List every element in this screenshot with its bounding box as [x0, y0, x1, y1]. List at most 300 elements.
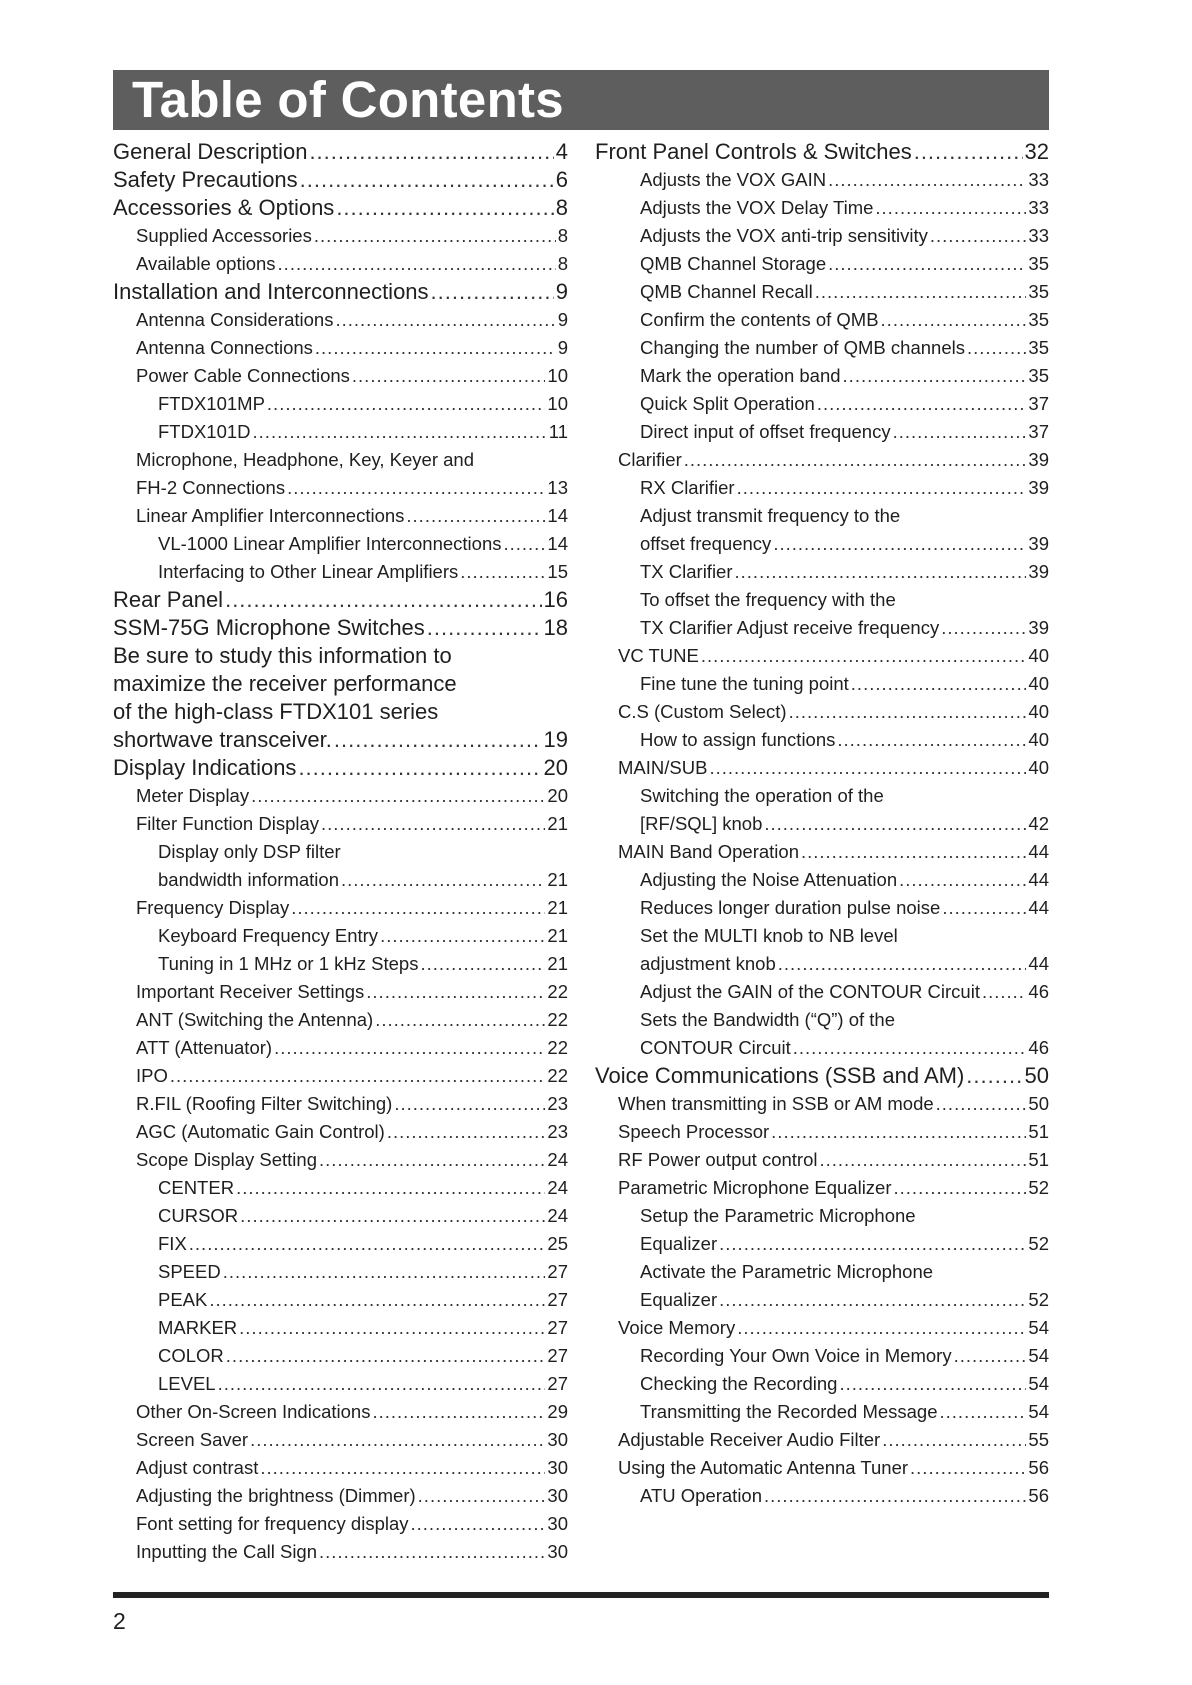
toc-entry-page: 46: [1028, 1037, 1049, 1058]
toc-entry-page: 35: [1028, 309, 1049, 330]
toc-entry-page: 30: [547, 1457, 568, 1478]
toc-entry[interactable]: [595, 586, 1049, 614]
toc-entry-page: 22: [547, 981, 568, 1002]
toc-entry-page: 20: [543, 755, 568, 780]
toc-entry-page: 55: [1028, 1429, 1049, 1450]
toc-entry-page: 30: [547, 1485, 568, 1506]
toc-leader-dots: [894, 1174, 1027, 1202]
toc-entry[interactable]: [113, 950, 568, 978]
toc-entry[interactable]: [595, 502, 1049, 530]
toc-entry[interactable]: [595, 978, 1049, 1006]
toc-entry[interactable]: [113, 1202, 568, 1230]
toc-entry[interactable]: [595, 866, 1049, 894]
toc-entry[interactable]: [595, 838, 1049, 866]
toc-entry-page: 9: [557, 309, 568, 330]
toc-entry-page: 10: [547, 393, 568, 414]
toc-entry-title: LEVEL: [158, 1373, 216, 1394]
toc-entry-title: Checking the Recording: [640, 1373, 838, 1394]
toc-entry-page: 39: [1028, 533, 1049, 554]
toc-entry[interactable]: [113, 278, 568, 306]
toc-entry[interactable]: [595, 1034, 1049, 1062]
toc-leader-dots: [253, 418, 547, 446]
toc-entry[interactable]: [113, 222, 568, 250]
footer-rule: [113, 1592, 1049, 1598]
toc-entry-page: 42: [1028, 813, 1049, 834]
toc-entry-title: Font setting for frequency display: [136, 1513, 409, 1534]
toc-entry[interactable]: [595, 1118, 1049, 1146]
toc-entry-page: 33: [1028, 197, 1049, 218]
toc-entry-page: 52: [1028, 1177, 1049, 1198]
toc-entry[interactable]: [113, 754, 568, 782]
toc-entry-title: COLOR: [158, 1345, 224, 1366]
toc-entry-title: Important Receiver Settings: [136, 981, 365, 1002]
toc-entry-page: 50: [1028, 1093, 1049, 1114]
toc-entry[interactable]: [595, 726, 1049, 754]
toc-entry[interactable]: [113, 1426, 568, 1454]
title-bar: [113, 70, 1049, 130]
toc-entry[interactable]: [113, 1538, 568, 1566]
toc-leader-dots: [240, 1202, 545, 1230]
toc-entry-title: Meter Display: [136, 785, 250, 806]
toc-leader-dots: [819, 1146, 1026, 1174]
toc-entry[interactable]: [113, 1482, 568, 1510]
toc-entry-page: 37: [1028, 421, 1049, 442]
toc-entry-page: 29: [547, 1401, 568, 1422]
toc-entry-title: Rear Panel: [113, 587, 224, 612]
toc-entry-page: 23: [547, 1093, 568, 1114]
toc-entry-title: ATT (Attenuator): [136, 1037, 273, 1058]
toc-entry-title: Adjusts the VOX Delay Time: [640, 197, 874, 218]
toc-leader-dots: [789, 698, 1027, 726]
toc-entry-title: Using the Automatic Antenna Tuner: [618, 1457, 909, 1478]
toc-entry-title: CENTER: [158, 1177, 235, 1198]
toc-entry-page: 21: [547, 897, 568, 918]
toc-entry[interactable]: [595, 306, 1049, 334]
toc-entry-page: 35: [1028, 337, 1049, 358]
toc-entry[interactable]: [113, 418, 568, 446]
toc-entry[interactable]: [595, 250, 1049, 278]
toc-entry[interactable]: [595, 1286, 1049, 1314]
toc-entry[interactable]: [113, 810, 568, 838]
toc-entry[interactable]: [595, 1482, 1049, 1510]
toc-entry-title: Supplied Accessories: [136, 225, 312, 246]
toc-entry-page: 30: [547, 1429, 568, 1450]
toc-entry-title: ATU Operation: [640, 1485, 763, 1506]
toc-leader-dots: [764, 1482, 1026, 1510]
toc-leader-dots: [375, 1006, 545, 1034]
toc-entry-title: Switching the operation of the: [640, 785, 884, 806]
toc-leader-dots: [843, 362, 1027, 390]
toc-entry[interactable]: [113, 642, 568, 670]
toc-entry-title: Installation and Interconnections: [113, 279, 429, 304]
toc-entry-page: 15: [547, 561, 568, 582]
toc-entry-title: Display Indications: [113, 755, 297, 780]
toc-entry[interactable]: [113, 1258, 568, 1286]
toc-leader-dots: [773, 530, 1026, 558]
toc-entry[interactable]: [595, 1454, 1049, 1482]
toc-entry-title: CONTOUR Circuit: [640, 1037, 791, 1058]
toc-leader-dots: [287, 474, 545, 502]
toc-entry[interactable]: [595, 922, 1049, 950]
toc-entry-title: To offset the frequency with the: [640, 589, 896, 610]
toc-entry[interactable]: [113, 194, 568, 222]
toc-leader-dots: [278, 250, 556, 278]
toc-entry-page: 22: [547, 1009, 568, 1030]
toc-leader-dots: [336, 194, 553, 222]
toc-entry[interactable]: [595, 1258, 1049, 1286]
toc-entry-page: 9: [557, 337, 568, 358]
toc-entry[interactable]: [113, 1034, 568, 1062]
toc-entry-title: Adjusting the Noise Attenuation: [640, 869, 898, 890]
toc-entry[interactable]: [595, 1146, 1049, 1174]
toc-entry-title: [RF/SQL] knob: [640, 813, 763, 834]
toc-entry-title: Safety Precautions: [113, 167, 298, 192]
toc-entry-page: 44: [1028, 897, 1049, 918]
toc-entry[interactable]: [595, 1062, 1049, 1090]
toc-entry[interactable]: [113, 306, 568, 334]
toc-entry[interactable]: [595, 558, 1049, 586]
toc-entry-page: 14: [547, 505, 568, 526]
toc-entry[interactable]: [113, 1174, 568, 1202]
toc-leader-dots: [239, 1314, 545, 1342]
toc-entry-title: FH-2 Connections: [136, 477, 286, 498]
toc-entry[interactable]: [113, 446, 568, 474]
toc-entry-title: VL-1000 Linear Amplifier Interconnections: [158, 533, 502, 554]
toc-entry[interactable]: [113, 670, 568, 698]
toc-leader-dots: [719, 1230, 1026, 1258]
toc-entry-title: Tuning in 1 MHz or 1 kHz Steps: [158, 953, 419, 974]
toc-leader-dots: [793, 1034, 1027, 1062]
toc-entry[interactable]: [595, 1342, 1049, 1370]
toc-entry-page: 8: [557, 225, 568, 246]
toc-entry[interactable]: [595, 1230, 1049, 1258]
toc-entry[interactable]: [113, 1510, 568, 1538]
toc-entry-title: Front Panel Controls & Switches: [595, 139, 912, 164]
toc-entry-title: Reduces longer duration pulse noise: [640, 897, 941, 918]
toc-leader-dots: [719, 1286, 1026, 1314]
toc-entry-page: 32: [1024, 139, 1049, 164]
toc-leader-dots: [817, 390, 1027, 418]
toc-entry-page: 51: [1028, 1149, 1049, 1170]
toc-leader-dots: [251, 782, 545, 810]
toc-entry[interactable]: [113, 1118, 568, 1146]
toc-entry-title: Scope Display Setting: [136, 1149, 317, 1170]
toc-leader-dots: [881, 306, 1027, 334]
toc-entry-title: When transmitting in SSB or AM mode: [618, 1093, 934, 1114]
toc-leader-dots: [771, 1118, 1026, 1146]
toc-entry-title: Adjusts the VOX GAIN: [640, 169, 827, 190]
toc-leader-dots: [218, 1370, 546, 1398]
toc-entry[interactable]: [595, 950, 1049, 978]
toc-entry-title: Adjustable Receiver Audio Filter: [618, 1429, 881, 1450]
toc-entry[interactable]: [113, 390, 568, 418]
toc-entry[interactable]: [113, 558, 568, 586]
toc-leader-dots: [882, 1426, 1026, 1454]
toc-entry[interactable]: [113, 1370, 568, 1398]
toc-leader-dots: [366, 978, 545, 1006]
toc-entry[interactable]: [113, 922, 568, 950]
toc-entry[interactable]: [595, 1314, 1049, 1342]
toc-entry-page: 27: [547, 1373, 568, 1394]
toc-leader-dots: [828, 166, 1026, 194]
toc-entry[interactable]: [113, 614, 568, 642]
toc-entry[interactable]: [113, 474, 568, 502]
toc-entry[interactable]: [595, 138, 1049, 166]
toc-entry[interactable]: [595, 614, 1049, 642]
toc-entry-title: R.FIL (Roofing Filter Switching): [136, 1093, 393, 1114]
toc-entry-page: 39: [1028, 617, 1049, 638]
toc-leader-dots: [411, 1510, 546, 1538]
toc-entry[interactable]: [113, 250, 568, 278]
toc-entry[interactable]: [595, 390, 1049, 418]
toc-entry-page: 19: [543, 727, 568, 752]
toc-entry-page: 10: [547, 365, 568, 386]
toc-entry[interactable]: [595, 222, 1049, 250]
toc-entry[interactable]: [113, 726, 568, 754]
toc-entry-page: 22: [547, 1037, 568, 1058]
toc-entry-page: 33: [1028, 225, 1049, 246]
toc-leader-dots: [298, 754, 541, 782]
toc-entry-page: 52: [1028, 1289, 1049, 1310]
toc-entry-page: 40: [1028, 701, 1049, 722]
toc-entry[interactable]: [595, 362, 1049, 390]
toc-entry[interactable]: [113, 1230, 568, 1258]
toc-entry-page: 16: [543, 587, 568, 612]
toc-leader-dots: [910, 1454, 1026, 1482]
page-number: 2: [113, 1608, 126, 1634]
toc-leader-dots: [893, 418, 1027, 446]
toc-entry-page: 56: [1028, 1457, 1049, 1478]
toc-entry-title: SSM-75G Microphone Switches: [113, 615, 425, 640]
toc-entry-title: Changing the number of QMB channels: [640, 337, 965, 358]
toc-entry[interactable]: [113, 1342, 568, 1370]
toc-entry-title: of the high-class FTDX101 series: [113, 699, 439, 724]
toc-entry[interactable]: [595, 1370, 1049, 1398]
toc-entry-page: 35: [1028, 253, 1049, 274]
toc-leader-dots: [209, 1286, 545, 1314]
toc-entry-title: CURSOR: [158, 1205, 239, 1226]
toc-entry-title: Parametric Microphone Equalizer: [618, 1177, 892, 1198]
toc-leader-dots: [936, 1090, 1027, 1118]
toc-entry[interactable]: [113, 698, 568, 726]
toc-entry-page: 39: [1028, 561, 1049, 582]
toc-entry[interactable]: [595, 698, 1049, 726]
toc-entry-title: Screen Saver: [136, 1429, 249, 1450]
toc-entry-title: shortwave transceiver.: [113, 727, 332, 752]
toc-entry-title: Fine tune the tuning point: [640, 673, 849, 694]
toc-entry-title: Set the MULTI knob to NB level: [640, 925, 898, 946]
toc-entry[interactable]: [595, 1174, 1049, 1202]
toc-entry-title: Setup the Parametric Microphone: [640, 1205, 916, 1226]
toc-leader-dots: [942, 894, 1026, 922]
toc-entry[interactable]: [595, 446, 1049, 474]
toc-entry[interactable]: [113, 1006, 568, 1034]
toc-entry-title: Adjusts the VOX anti-trip sensitivity: [640, 225, 928, 246]
toc-entry[interactable]: [113, 166, 568, 194]
toc-entry[interactable]: [595, 810, 1049, 838]
toc-leader-dots: [982, 978, 1026, 1006]
toc-entry-page: 9: [555, 279, 568, 304]
toc-entry-page: 52: [1028, 1233, 1049, 1254]
toc-entry-title: Power Cable Connections: [136, 365, 350, 386]
toc-leader-dots: [801, 838, 1026, 866]
toc-entry[interactable]: [595, 194, 1049, 222]
toc-entry-page: 37: [1028, 393, 1049, 414]
toc-entry-page: 13: [547, 477, 568, 498]
toc-entry-page: 33: [1028, 169, 1049, 190]
toc-entry[interactable]: [595, 1202, 1049, 1230]
toc-entry[interactable]: [113, 1314, 568, 1342]
toc-entry[interactable]: [595, 1398, 1049, 1426]
toc-entry-page: 40: [1028, 729, 1049, 750]
toc-entry-page: 4: [555, 139, 568, 164]
toc-entry[interactable]: [113, 502, 568, 530]
toc-entry-page: 46: [1028, 981, 1049, 1002]
toc-entry-title: Clarifier: [618, 449, 682, 470]
toc-entry[interactable]: [595, 754, 1049, 782]
toc-leader-dots: [352, 362, 546, 390]
toc-leader-dots: [260, 1454, 545, 1482]
toc-entry-title: Transmitting the Recorded Message: [640, 1401, 938, 1422]
toc-leader-dots: [828, 250, 1026, 278]
toc-entry-page: 24: [547, 1149, 568, 1170]
toc-entry-title: TX Clarifier Adjust receive frequency: [640, 617, 940, 638]
toc-leader-dots: [226, 1342, 546, 1370]
toc-entry-page: 44: [1028, 841, 1049, 862]
toc-leader-dots: [709, 754, 1026, 782]
toc-entry[interactable]: [113, 1146, 568, 1174]
toc-leader-dots: [380, 922, 545, 950]
toc-leader-dots: [315, 334, 556, 362]
toc-leader-dots: [764, 810, 1026, 838]
toc-entry-page: 54: [1028, 1401, 1049, 1422]
toc-entry-page: 50: [1024, 1063, 1049, 1088]
toc-entry-page: 40: [1028, 757, 1049, 778]
toc-entry-title: Antenna Connections: [136, 337, 313, 358]
toc-entry[interactable]: [113, 782, 568, 810]
toc-entry-page: 23: [547, 1121, 568, 1142]
toc-entry-title: Equalizer: [640, 1233, 718, 1254]
toc-leader-dots: [899, 866, 1026, 894]
toc-leader-dots: [930, 222, 1027, 250]
toc-leader-dots: [387, 1118, 546, 1146]
toc-entry[interactable]: [595, 418, 1049, 446]
toc-entry[interactable]: [595, 530, 1049, 558]
toc-entry[interactable]: [113, 866, 568, 894]
toc-entry[interactable]: [113, 978, 568, 1006]
toc-leader-dots: [940, 1398, 1027, 1426]
toc-entry-page: 27: [547, 1261, 568, 1282]
toc-entry-title: maximize the receiver performance: [113, 671, 457, 696]
toc-leader-dots: [314, 222, 556, 250]
toc-leader-dots: [837, 726, 1026, 754]
toc-entry[interactable]: [595, 1006, 1049, 1034]
toc-entry[interactable]: [113, 1454, 568, 1482]
toc-entry-title: Mark the operation band: [640, 365, 841, 386]
toc-entry[interactable]: [595, 474, 1049, 502]
toc-leader-dots: [967, 334, 1026, 362]
toc-entry-title: Adjust the GAIN of the CONTOUR Circuit: [640, 981, 980, 1002]
toc-entry[interactable]: [595, 782, 1049, 810]
toc-leader-dots: [189, 1230, 546, 1258]
toc-entry[interactable]: [113, 1062, 568, 1090]
toc-entry-title: How to assign functions: [640, 729, 836, 750]
toc-leader-dots: [737, 1314, 1026, 1342]
toc-entry-title: FTDX101MP: [158, 393, 265, 414]
toc-entry-page: 44: [1028, 953, 1049, 974]
toc-entry-page: 27: [547, 1345, 568, 1366]
toc-entry-title: AGC (Automatic Gain Control): [136, 1121, 385, 1142]
toc-leader-dots: [300, 166, 554, 194]
toc-entry-page: 8: [557, 253, 568, 274]
toc-entry[interactable]: [113, 586, 568, 614]
toc-entry[interactable]: [595, 670, 1049, 698]
toc-entry-title: SPEED: [158, 1261, 221, 1282]
toc-leader-dots: [420, 950, 545, 978]
toc-entry[interactable]: [113, 838, 568, 866]
toc-right-column: [595, 138, 1049, 1510]
toc-leader-dots: [321, 810, 545, 838]
toc-entry-page: 21: [547, 953, 568, 974]
toc-leader-dots: [778, 950, 1027, 978]
toc-entry-title: PEAK: [158, 1289, 208, 1310]
toc-entry-title: Voice Memory: [618, 1317, 736, 1338]
toc-entry-page: 14: [547, 533, 568, 554]
toc-entry[interactable]: [113, 1286, 568, 1314]
toc-leader-dots: [274, 1034, 545, 1062]
toc-leader-dots: [225, 586, 541, 614]
toc-entry[interactable]: [113, 138, 568, 166]
toc-leader-dots: [341, 866, 545, 894]
toc-leader-dots: [394, 1090, 545, 1118]
toc-entry-title: Inputting the Call Sign: [136, 1541, 318, 1562]
toc-leader-dots: [875, 194, 1026, 222]
toc-entry-title: C.S (Custom Select): [618, 701, 787, 722]
toc-entry-title: General Description: [113, 139, 308, 164]
toc-leader-dots: [735, 558, 1027, 586]
toc-entry[interactable]: [113, 334, 568, 362]
toc-entry-title: Voice Communications (SSB and AM): [595, 1063, 965, 1088]
toc-entry[interactable]: [113, 1090, 568, 1118]
toc-entry[interactable]: [113, 894, 568, 922]
toc-entry[interactable]: [595, 334, 1049, 362]
toc-entry-page: 20: [547, 785, 568, 806]
toc-entry-title: offset frequency: [640, 533, 772, 554]
toc-entry-page: 24: [547, 1205, 568, 1226]
toc-entry[interactable]: [595, 1090, 1049, 1118]
toc-entry-title: QMB Channel Storage: [640, 253, 827, 274]
toc-entry[interactable]: [595, 166, 1049, 194]
toc-entry-title: Adjusting the brightness (Dimmer): [136, 1485, 416, 1506]
toc-entry[interactable]: [595, 1426, 1049, 1454]
toc-entry-page: 35: [1028, 365, 1049, 386]
toc-entry[interactable]: [113, 362, 568, 390]
toc-entry[interactable]: [595, 894, 1049, 922]
toc-entry-title: VC TUNE: [618, 645, 699, 666]
toc-entry-page: 27: [547, 1289, 568, 1310]
toc-entry-title: Confirm the contents of QMB: [640, 309, 879, 330]
page-title: Table of Contents: [132, 71, 564, 128]
toc-entry[interactable]: [595, 278, 1049, 306]
toc-entry-title: Interfacing to Other Linear Amplifiers: [158, 561, 459, 582]
toc-entry-page: 54: [1028, 1317, 1049, 1338]
toc-entry[interactable]: [113, 530, 568, 558]
toc-entry-page: 21: [547, 869, 568, 890]
toc-entry[interactable]: [595, 642, 1049, 670]
toc-entry[interactable]: [113, 1398, 568, 1426]
toc-entry-title: Direct input of offset frequency: [640, 421, 891, 442]
toc-entry-page: 24: [547, 1177, 568, 1198]
